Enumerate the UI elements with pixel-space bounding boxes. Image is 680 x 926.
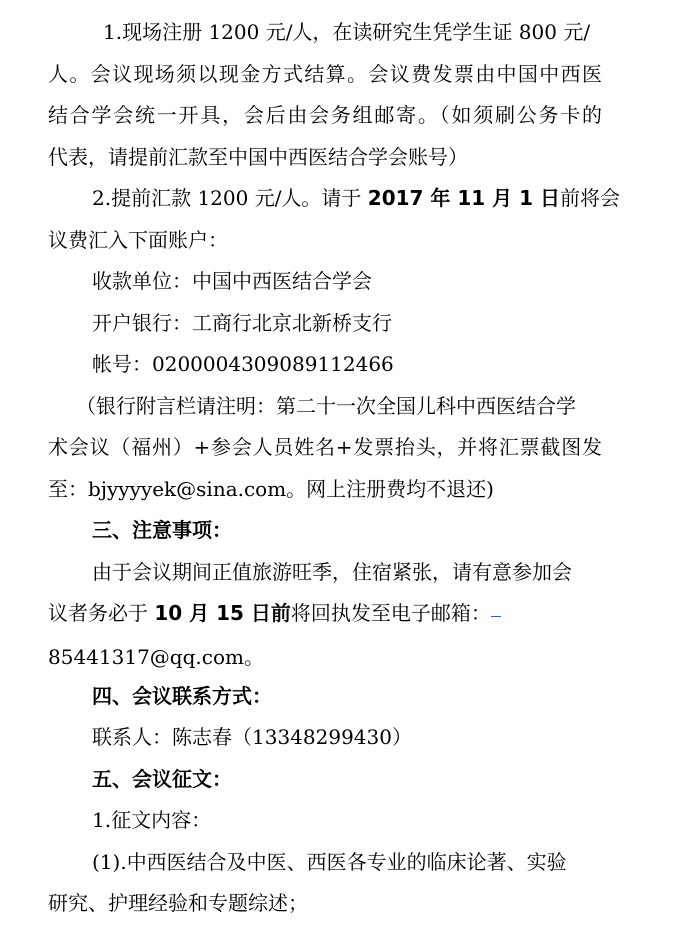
email-line: 85441317@qq.com。: [48, 645, 264, 669]
bank-line: 开户银行：工商行北京北新桥支行: [92, 311, 392, 335]
section-heading: 三、注意事项：: [92, 518, 232, 542]
account-line: 帐号：0200004309089112466: [92, 352, 394, 376]
line-text: 前将会: [560, 186, 621, 210]
paragraph-line: [0, 598, 680, 628]
section-heading: 五、会议征文：: [92, 767, 232, 791]
underline-mark: [491, 598, 501, 617]
paragraph-line: 1.征文内容：: [92, 808, 212, 832]
paragraph-line: （银行附言栏请注明：第二十一次全国儿科中西医结合学: [76, 394, 576, 418]
paragraph-line: 代表，请提前汇款至中国中西医结合学会账号）: [48, 145, 468, 169]
section-heading: 四、会议联系方式：: [92, 684, 272, 708]
paragraph-line: 人。会议现场须以现金方式结算。会议费发票由中国中西医: [48, 62, 602, 86]
paragraph-line: 议费汇入下面账户：: [48, 228, 228, 252]
paragraph-line: [0, 183, 680, 213]
paragraph-line: 结合学会统一开具，会后由会务组邮寄。（如须刷公务卡的: [48, 103, 602, 127]
paragraph-line: 至：bjyyyyek@sina.com。网上注册费均不退还): [48, 477, 494, 501]
paragraph-line: (1).中西医结合及中医、西医各专业的临床论著、实验: [92, 850, 567, 874]
paragraph-line: 研究、护理经验和专题综述；: [48, 891, 308, 915]
contact-line: 联系人：陈志春（13348299430）: [92, 725, 412, 749]
payee-line: 收款单位：中国中西医结合学会: [92, 269, 372, 293]
paragraph-line: 1.现场注册 1200 元/人，在读研究生凭学生证 800 元/: [103, 20, 591, 44]
paragraph-line: 由于会议期间正值旅游旺季，住宿紧张，请有意参加会: [92, 560, 572, 584]
deadline-date: 10 月 15 日前: [154, 601, 291, 625]
line-text: 将回执发至电子邮箱：: [290, 601, 491, 625]
line-text: 议者务必于: [48, 601, 155, 625]
line-text: 2.提前汇款 1200 元/人。请于: [92, 186, 368, 210]
paragraph-line: 术会议（福州）+参会人员姓名+发票抬头，并将汇票截图发: [48, 435, 602, 459]
deadline-date: 2017 年 11 月 1 日: [367, 186, 561, 210]
